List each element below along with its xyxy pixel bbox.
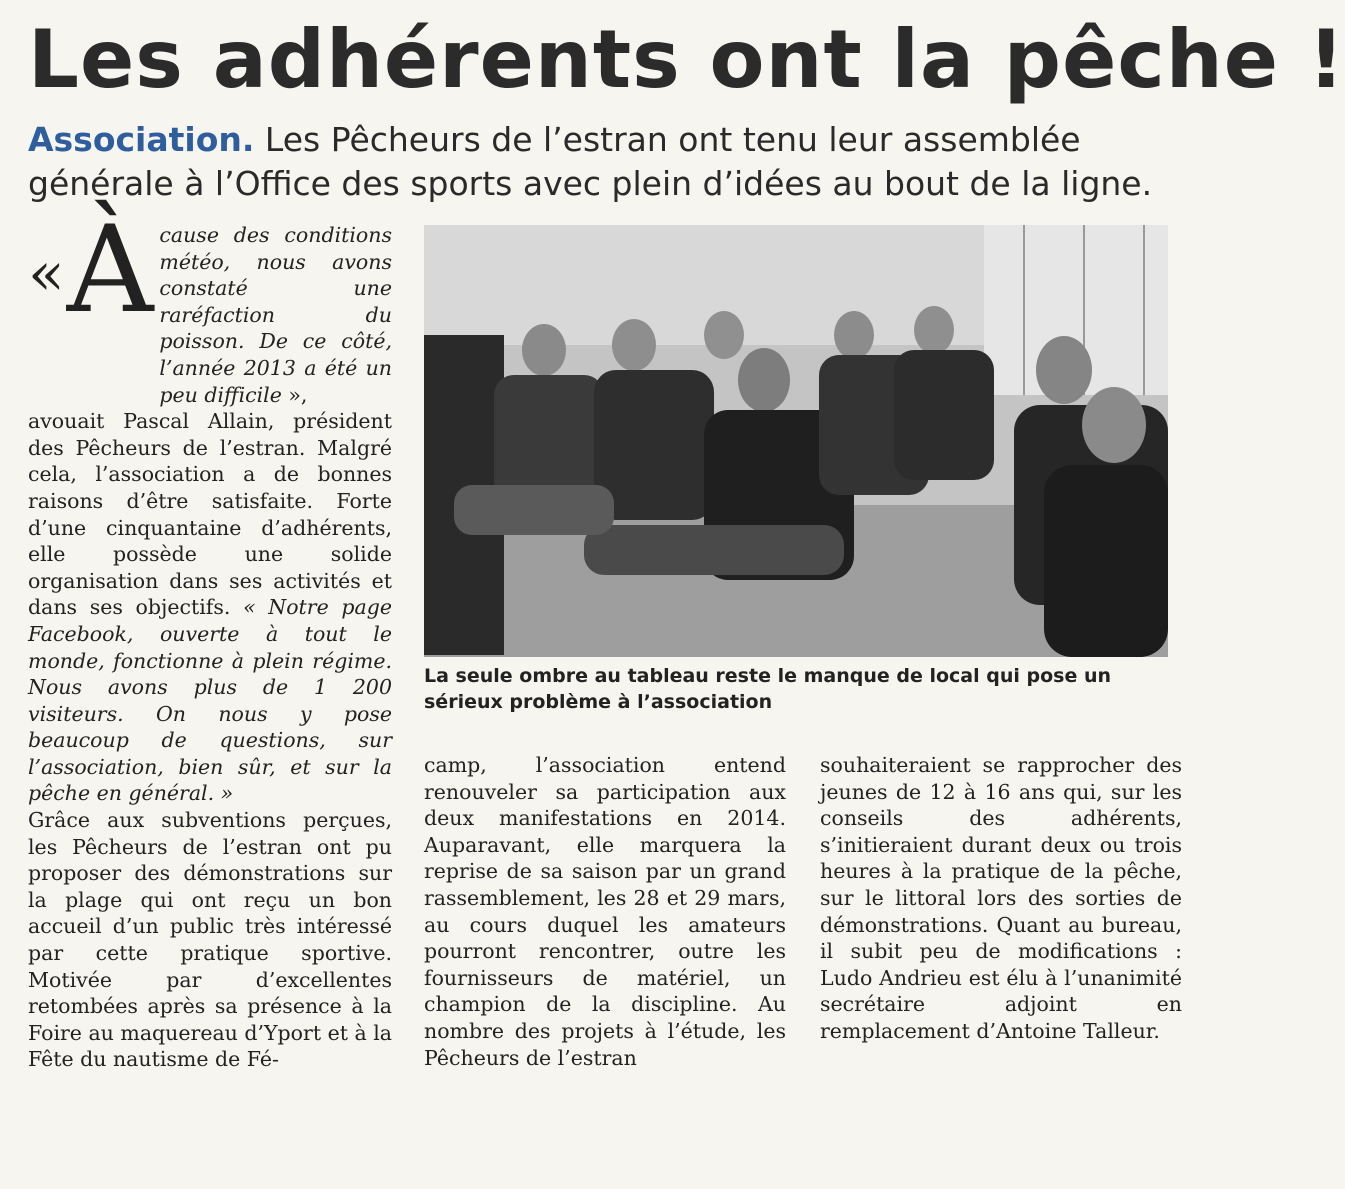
paragraph-1	[28, 408, 392, 807]
facebook-quote: « Notre page Facebook, ouverte à tout le monde, fonctionne à plein régime. Nous avons plus de 1 200 visiteurs. On nous y pose beaucoup de questions, sur l’association, bien sûr, et sur la pêche en général. »	[28, 595, 392, 806]
group-photo	[424, 225, 1168, 657]
column-2	[424, 752, 786, 1071]
dropcap-block	[28, 201, 392, 408]
headline: Les adhérents ont la pêche !	[28, 13, 1345, 106]
deck	[28, 118, 1188, 206]
dropcap-guillemet: «	[28, 239, 65, 309]
column-3-text: souhaiteraient se rapprocher des jeunes de 12 à 16 ans qui, sur les conseils des adhérents, s’initieraient durant deux ou trois heures à la pratique de la pêche, sur le littoral lors des sorties de démonstrations. Quant au bureau, il subit peu de modifications : Ludo Andrieu est élu à l’unanimité secrétaire adjoint en remplacement d’Antoine Talleur.	[820, 753, 1182, 1043]
paragraph-1-text: avouait Pascal Allain, président des Pêcheurs de l’estran. Malgré cela, l’association a de bonnes raisons d’être satisfaite. Forte d’une cinquantaine d’adhérents, elle possède une solide organisation dans ses activités et dans ses objectifs.	[28, 409, 392, 620]
quote-lead: cause des conditions météo, nous avons constaté une raréfaction du poisson. De ce côté, l’année 2013 a été un peu difficile	[159, 223, 392, 407]
dropcap-text	[159, 222, 392, 408]
quote-close: »,	[281, 382, 308, 407]
column-2-text: camp, l’association entend renouveler sa participation aux deux manifestations en 2014. Auparavant, elle marquera la reprise de sa saison par un grand rassemblement, les 28 et 29 mars, au cours duquel les amateurs pourront rencontrer, outre les fournisseurs de matériel, un champion de la discipline. Au nombre des projets à l’étude, les Pêcheurs de l’estran	[424, 753, 786, 1070]
paragraph-2: Grâce aux subventions perçues, les Pêcheurs de l’estran ont pu proposer des démonstrations sur la plage qui ont reçu un bon accueil d’un public très intéressé par cette pratique sportive. Motivée par d’excellentes retombées après sa présence à la Foire au maquereau d’Yport et à la Fête du nautisme de Fé-	[28, 808, 392, 1072]
kicker: Association.	[28, 120, 255, 159]
photo-illustration	[424, 225, 1168, 657]
column-3	[820, 752, 1182, 1045]
photo-caption: La seule ombre au tableau reste le manque de local qui pose un sérieux problème à l’association	[424, 665, 1112, 713]
deck-text: Les Pêcheurs de l’estran ont tenu leur assemblée générale à l’Office des sports avec plein d’idées au bout de la ligne.	[28, 120, 1153, 203]
column-1	[28, 201, 392, 1073]
dropcap-letter: À	[66, 201, 154, 340]
